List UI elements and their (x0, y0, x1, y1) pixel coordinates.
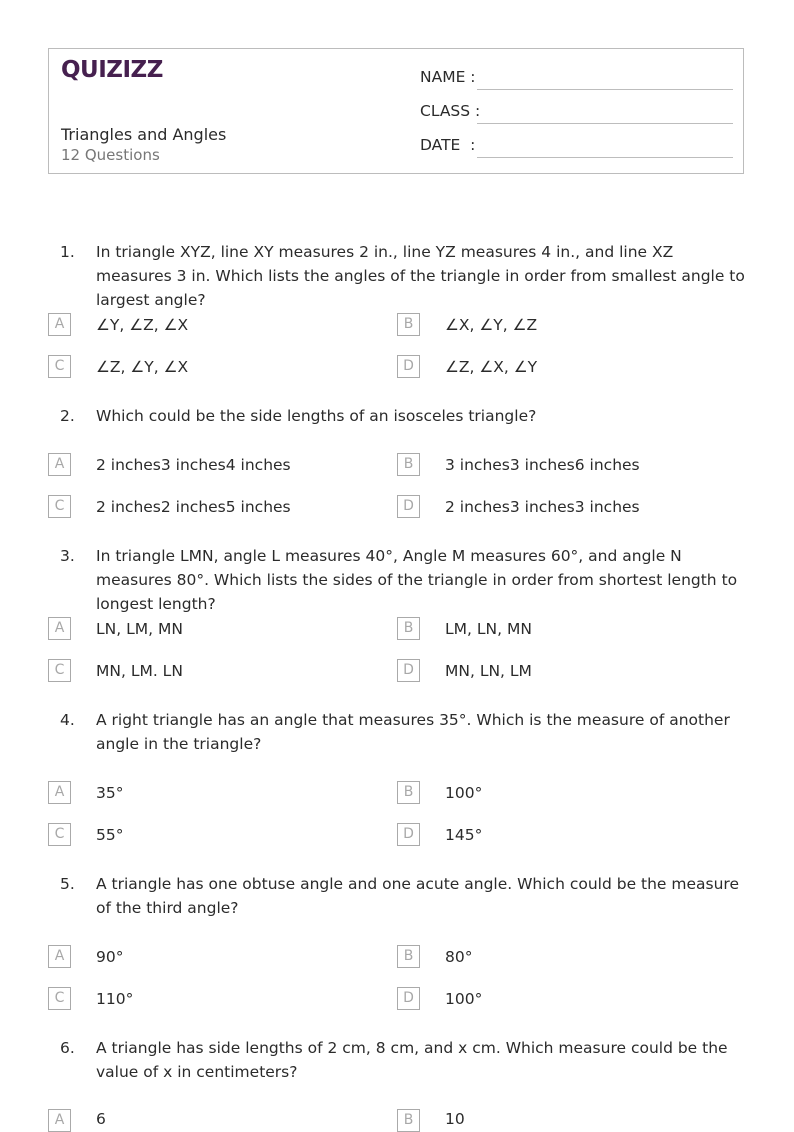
option-b-box[interactable]: B (397, 453, 420, 476)
question-number: 6. (60, 1039, 75, 1057)
option-a-box[interactable]: A (48, 1109, 71, 1132)
question-number: 1. (60, 243, 75, 261)
option-a-text: 6 (96, 1110, 106, 1128)
question-number: 5. (60, 875, 75, 893)
option-a-text: ∠Y, ∠Z, ∠X (96, 316, 189, 334)
option-b-box[interactable]: B (397, 945, 420, 968)
question-text: A right triangle has an angle that measures 35°. Which is the measure of another angle in the triangle? (96, 711, 730, 753)
option-c-box[interactable]: C (48, 495, 71, 518)
name-label: NAME : (420, 68, 476, 86)
option-c-box[interactable]: C (48, 355, 71, 378)
option-b-text: ∠X, ∠Y, ∠Z (445, 316, 538, 334)
option-d-box[interactable]: D (397, 355, 420, 378)
option-a-text: 35° (96, 784, 124, 802)
option-b-box[interactable]: B (397, 617, 420, 640)
option-a-box[interactable]: A (48, 453, 71, 476)
question-number: 2. (60, 407, 75, 425)
worksheet-title: Triangles and Angles (61, 125, 227, 144)
date-label: DATE : (420, 136, 476, 154)
option-c-box[interactable]: C (48, 987, 71, 1010)
option-d-box[interactable]: D (397, 495, 420, 518)
option-c-text: 110° (96, 990, 134, 1008)
option-b-text: 3 inches3 inches6 inches (445, 456, 640, 474)
option-a-box[interactable]: A (48, 781, 71, 804)
option-a-box[interactable]: A (48, 945, 71, 968)
class-field[interactable] (477, 123, 733, 124)
option-a-text: LN, LM, MN (96, 620, 183, 638)
option-a-text: 2 inches3 inches4 inches (96, 456, 291, 474)
option-c-text: ∠Z, ∠Y, ∠X (96, 358, 189, 376)
option-a-box[interactable]: A (48, 313, 71, 336)
option-b-text: 100° (445, 784, 483, 802)
question-number: 3. (60, 547, 75, 565)
question-text: A triangle has side lengths of 2 cm, 8 cm, and x cm. Which measure could be the value of x in centimeters? (96, 1039, 728, 1081)
question-text: A triangle has one obtuse angle and one acute angle. Which could be the measure of the third angle? (96, 875, 740, 917)
option-c-text: MN, LM. LN (96, 662, 183, 680)
option-d-box[interactable]: D (397, 987, 420, 1010)
option-d-box[interactable]: D (397, 823, 420, 846)
class-label: CLASS : (420, 102, 481, 120)
worksheet-header (48, 48, 744, 174)
option-d-text: 145° (445, 826, 483, 844)
option-c-text: 55° (96, 826, 124, 844)
option-b-box[interactable]: B (397, 781, 420, 804)
option-b-text: LM, LN, MN (445, 620, 532, 638)
option-d-text: 2 inches3 inches3 inches (445, 498, 640, 516)
option-c-box[interactable]: C (48, 659, 71, 682)
question-text: In triangle XYZ, line XY measures 2 in., line YZ measures 4 in., and line XZ measures 3 in. Which lists the angles of the triangle in order from smallest angle to largest angle? (96, 243, 745, 309)
quizizz-logo: QUIZIZZ (61, 57, 163, 83)
option-d-text: 100° (445, 990, 483, 1008)
question-text: In triangle LMN, angle L measures 40°, Angle M measures 60°, and angle N measures 80°. Which lists the sides of the triangle in order from shortest length to longest length? (96, 547, 738, 613)
option-c-box[interactable]: C (48, 823, 71, 846)
name-field[interactable] (477, 89, 733, 90)
option-b-box[interactable]: B (397, 1109, 420, 1132)
option-c-text: 2 inches2 inches5 inches (96, 498, 291, 516)
option-b-text: 10 (445, 1110, 465, 1128)
option-b-text: 80° (445, 948, 473, 966)
option-a-box[interactable]: A (48, 617, 71, 640)
option-a-text: 90° (96, 948, 124, 966)
question-count: 12 Questions (61, 146, 160, 164)
question-text: Which could be the side lengths of an isosceles triangle? (96, 407, 537, 425)
option-b-box[interactable]: B (397, 313, 420, 336)
option-d-box[interactable]: D (397, 659, 420, 682)
option-d-text: ∠Z, ∠X, ∠Y (445, 358, 538, 376)
date-field[interactable] (477, 157, 733, 158)
option-d-text: MN, LN, LM (445, 662, 532, 680)
question-number: 4. (60, 711, 75, 729)
